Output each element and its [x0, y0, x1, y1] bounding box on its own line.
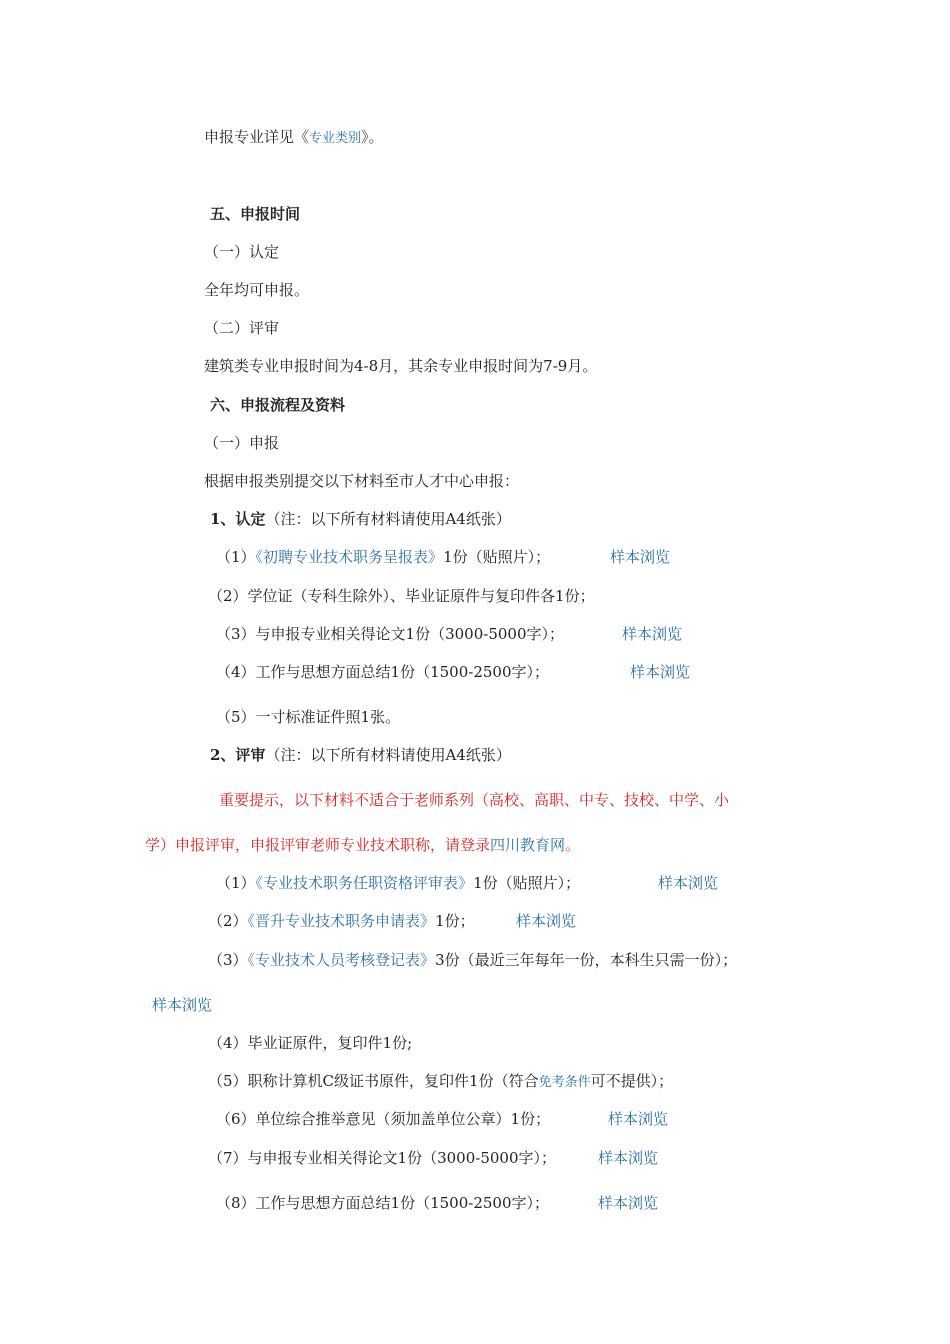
part1-item1-form-link[interactable]: 《初聘专业技术职务呈报表》: [255, 548, 444, 566]
part2-item1-number: （1）: [216, 874, 256, 892]
part1-item3: （3）与申报专业相关得论文1份（3000-5000字）；: [216, 625, 565, 643]
part1-item1-text: 1份（贴照片）；: [443, 548, 551, 566]
section-5-title: 五、申报时间: [210, 205, 301, 223]
part1-item2: （2）学位证（专科生除外）、毕业证原件与复印件各1份；: [208, 587, 595, 605]
part1-item1-number: （1）: [216, 548, 256, 566]
sichuan-education-link[interactable]: 四川教育网: [490, 836, 566, 854]
part2-item3: [208, 949, 737, 971]
notice-line1: 重要提示，以下材料不适合于老师系列（高校、高职、中专、技校、中学、小: [219, 791, 730, 809]
section-5-text2: 建筑类专业申报时间为4-8月，其余专业申报时间为7-9月。: [204, 357, 598, 375]
part1-heading-note: （注：以下所有材料请使用A4纸张）: [265, 510, 511, 528]
part1-item1-sample-link[interactable]: 样本浏览: [610, 548, 671, 566]
part2-item2-form-link[interactable]: 《晋升专业技术职务申请表》: [247, 912, 436, 930]
part2-item3-number: （3）: [208, 951, 248, 969]
part1-heading: [210, 508, 511, 530]
part2-item3-form-link[interactable]: 《专业技术人员考核登记表》: [247, 951, 436, 969]
intro-line: [204, 126, 384, 150]
section-6-sub1: （一）申报: [204, 434, 280, 452]
notice-line2: [145, 834, 580, 856]
part2-item1-sample-link[interactable]: 样本浏览: [658, 874, 719, 892]
section-5-sub2: （二）评审: [204, 319, 280, 337]
part2-item2: [208, 910, 475, 932]
major-category-link[interactable]: 专业类别: [309, 131, 362, 146]
section-6-lead: 根据申报类别提交以下材料至市人才中心申报：: [204, 472, 520, 490]
part2-item4: （4）毕业证原件，复印件1份;: [208, 1034, 413, 1052]
part2-item1-form-link[interactable]: 《专业技术职务任职资格评审表》: [255, 874, 474, 892]
part2-item1: [216, 872, 580, 894]
part2-item2-text: 1份；: [435, 912, 475, 930]
part2-item2-number: （2）: [208, 912, 248, 930]
part2-item3-sample-link[interactable]: 样本浏览: [152, 996, 213, 1014]
part2-heading-bold: 2、评审: [210, 746, 266, 764]
section-5-text1: 全年均可申报。: [204, 281, 310, 299]
part2-item7: （7）与申报专业相关得论文1份（3000-5000字）；: [208, 1149, 557, 1167]
part1-heading-bold: 1、认定: [210, 510, 266, 528]
part2-item8-sample-link[interactable]: 样本浏览: [598, 1194, 659, 1212]
part2-item3-text: 3份（最近三年每年一份，本科生只需一份）；: [435, 951, 738, 969]
exemption-conditions-link[interactable]: 免考条件: [538, 1075, 591, 1090]
part1-item4-sample-link[interactable]: 样本浏览: [630, 663, 691, 681]
part2-item6: （6）单位综合推举意见（须加盖单位公章）1份；: [216, 1110, 551, 1128]
part2-heading-note: （注：以下所有材料请使用A4纸张）: [265, 746, 511, 764]
intro-suffix: 》。: [361, 128, 384, 146]
notice-line2-end: 。: [565, 836, 581, 854]
part1-item3-sample-link[interactable]: 样本浏览: [622, 625, 683, 643]
part1-item5: （5）一寸标准证件照1张。: [216, 708, 401, 726]
part1-item4: （4）工作与思想方面总结1份（1500-2500字）；: [216, 663, 550, 681]
part2-item7-sample-link[interactable]: 样本浏览: [598, 1149, 659, 1167]
part2-item5-text: （5）职称计算机C级证书原件，复印件1份（符合: [208, 1072, 539, 1090]
section-6-title: 六、申报流程及资料: [210, 396, 346, 414]
intro-prefix: 申报专业详见《: [204, 128, 310, 146]
part2-item8: （8）工作与思想方面总结1份（1500-2500字）；: [216, 1194, 550, 1212]
part2-heading: [210, 744, 511, 766]
notice-line2-text: 学）申报评审，申报评审老师专业技术职称，请登录: [145, 836, 491, 854]
part2-item2-sample-link[interactable]: 样本浏览: [516, 912, 577, 930]
part2-item5: [208, 1070, 673, 1094]
part2-item5-text-end: 可不提供）；: [590, 1072, 674, 1090]
part1-item1: [216, 546, 550, 568]
part2-item6-sample-link[interactable]: 样本浏览: [608, 1110, 669, 1128]
section-5-sub1: （一）认定: [204, 243, 280, 261]
part2-item1-text: 1份（贴照片）；: [473, 874, 581, 892]
